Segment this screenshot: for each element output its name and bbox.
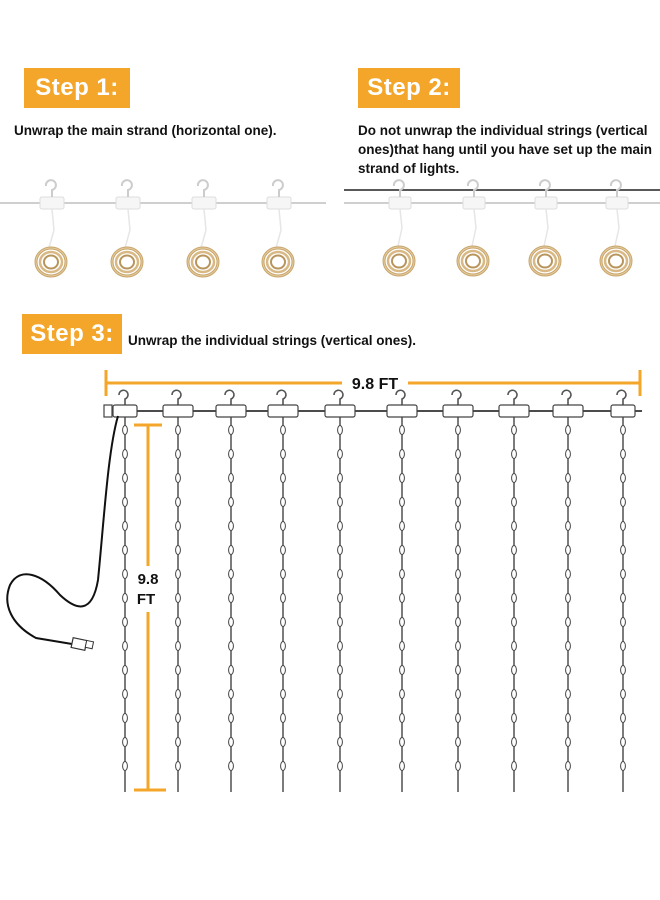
hook-icon — [508, 390, 517, 405]
coil-icon — [530, 247, 560, 275]
light-string — [123, 417, 128, 792]
curtain-hanger — [387, 390, 417, 417]
usb-plug-icon — [71, 638, 93, 651]
curtain-hanger — [325, 390, 355, 417]
step-3-caption: Unwrap the individual strings (vertical ones). — [128, 333, 417, 348]
hook-icon — [119, 390, 128, 405]
step-1-caption: Unwrap the main strand (horizontal one). — [14, 123, 277, 138]
height-label-unit: FT — [136, 591, 156, 608]
step-1-hanger — [188, 180, 218, 276]
height-dimension — [134, 425, 166, 790]
step-2-badge: Step 2: — [358, 68, 460, 108]
step-2-hanger — [530, 180, 560, 275]
height-label-number: 9.8 — [137, 571, 159, 588]
hook-icon — [452, 390, 461, 405]
width-dimension — [106, 370, 640, 396]
light-string — [456, 417, 461, 792]
step-1-hanger — [112, 180, 142, 276]
step-2-strand — [344, 180, 660, 275]
light-string — [512, 417, 517, 792]
light-string — [338, 417, 343, 792]
hook-icon — [225, 390, 234, 405]
step-2-hanger — [384, 180, 414, 275]
curtain-hanger — [443, 390, 473, 417]
curtain-hanger — [553, 390, 583, 417]
light-string — [400, 417, 405, 792]
step-3-curtain — [104, 390, 642, 792]
light-string — [566, 417, 571, 792]
step-1-hanger — [263, 180, 293, 276]
coil-icon — [458, 247, 488, 275]
step-3-badge: Step 3: — [22, 314, 122, 354]
coil-icon — [36, 248, 66, 276]
step-2-caption: Do not unwrap the individual strings (vertical ones)that hang until you have set up the main strand of lights. — [358, 123, 653, 176]
coil-icon — [384, 247, 414, 275]
coil-icon — [601, 247, 631, 275]
step-1-badge: Step 1: — [24, 68, 130, 108]
step-2-hanger — [601, 180, 631, 275]
hook-icon — [617, 390, 626, 405]
hook-icon — [562, 390, 571, 405]
step-2-hanger — [458, 180, 488, 275]
curtain-hanger — [611, 390, 635, 417]
curtain-hanger — [113, 390, 137, 417]
curtain-hanger — [216, 390, 246, 417]
usb-cable — [7, 416, 118, 650]
hook-icon — [172, 390, 181, 405]
curtain-hanger — [268, 390, 298, 417]
coil-icon — [188, 248, 218, 276]
light-string — [229, 417, 234, 792]
light-string — [621, 417, 626, 792]
light-string — [281, 417, 286, 792]
step-1-hanger — [36, 180, 66, 276]
hook-icon — [277, 390, 286, 405]
width-label: 9.8 FT — [351, 376, 399, 393]
light-string — [176, 417, 181, 792]
curtain-hanger — [499, 390, 529, 417]
step-1-strand — [0, 180, 326, 276]
coil-icon — [263, 248, 293, 276]
curtain-hanger — [163, 390, 193, 417]
coil-icon — [112, 248, 142, 276]
hook-icon — [334, 390, 343, 405]
